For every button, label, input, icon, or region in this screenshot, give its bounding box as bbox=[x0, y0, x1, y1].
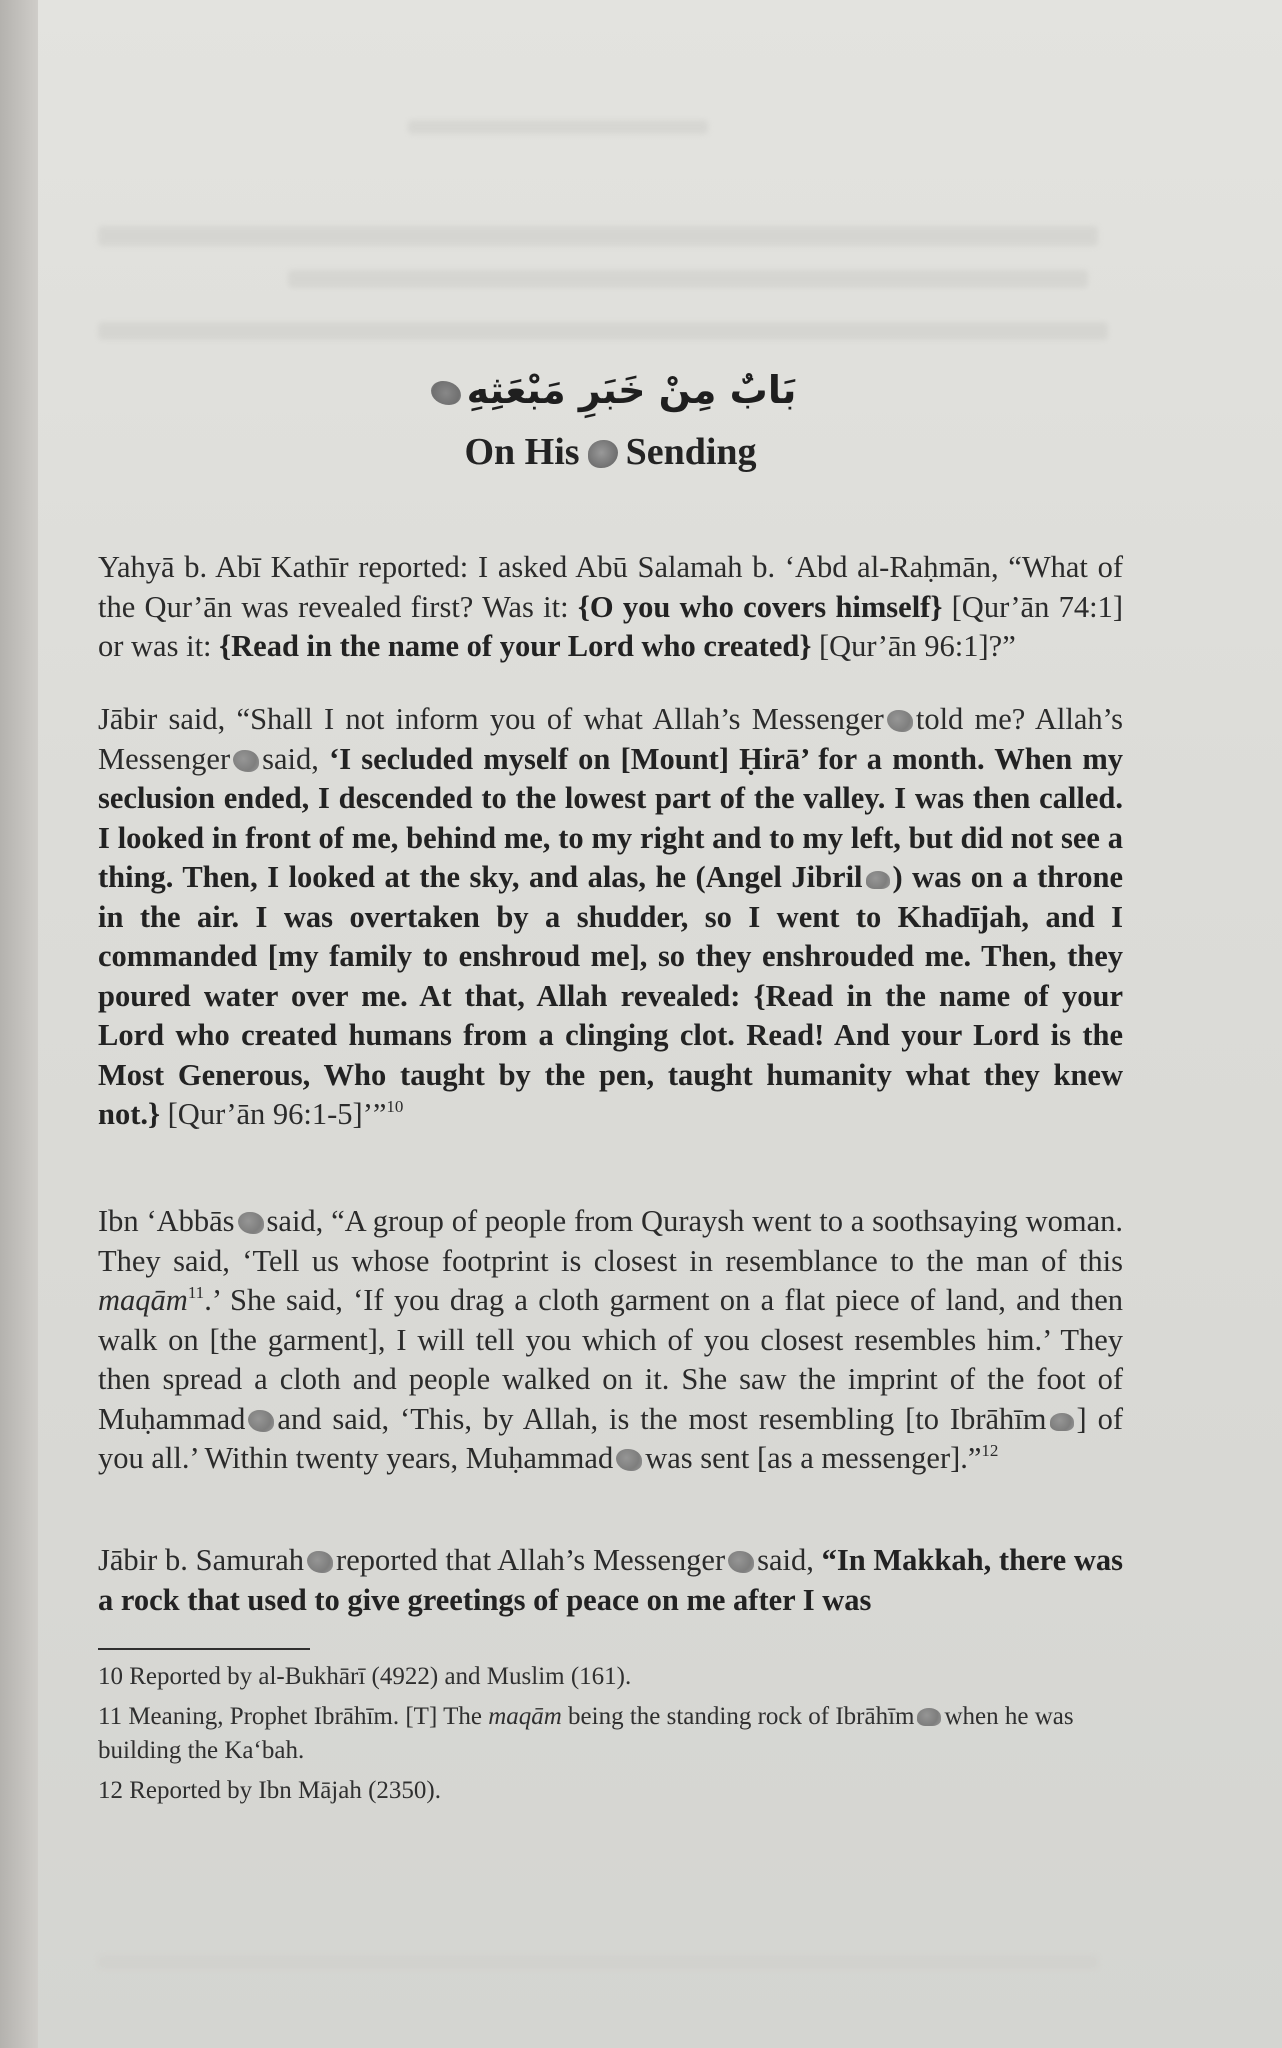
text-run: said, bbox=[757, 1543, 822, 1577]
bleed-through-line bbox=[98, 322, 1108, 340]
text-run: reported that Allah’s Messenger bbox=[336, 1543, 726, 1577]
salawat-ligature-icon bbox=[588, 440, 618, 468]
salawat-ligature-icon bbox=[431, 381, 461, 405]
footnote-12 bbox=[98, 1774, 1123, 1808]
bold-text: “In Makkah, there was a rock that used to give greetings of peace on me after I was bbox=[98, 1543, 1123, 1617]
text-run: and said, ‘This, by Allah, is the most resembling [to Ibrāhīm bbox=[277, 1401, 1047, 1436]
paragraph-jabir-samurah bbox=[98, 1541, 1123, 1620]
text-run: 11 Meaning, Prophet Ibrāhīm. [T] The bbox=[98, 1703, 489, 1730]
text-run: [Qur’ān 74:1] or was it: bbox=[98, 589, 1123, 663]
salawat-honorific-icon bbox=[233, 750, 259, 772]
text-run: [Qur’ān 96:1]?” bbox=[811, 629, 1016, 663]
text-run: .’ She said, ‘If you drag a cloth garment on a flat piece of land, and then walk on [the garment], I will tell you which of you closest resembles him.’ They then spread a cloth and people walked on it. She saw the imprint of the foot of Muḥammad bbox=[98, 1283, 1123, 1436]
text-run: when he was building the Ka‘bah. bbox=[98, 1703, 1074, 1764]
page-gutter bbox=[0, 0, 38, 2048]
bleed-through-header bbox=[408, 120, 708, 134]
text-run: said, bbox=[262, 741, 330, 776]
salawat-honorific-icon bbox=[307, 1551, 333, 1573]
salawat-honorific-icon bbox=[887, 710, 913, 732]
italic-term: maqām bbox=[98, 1283, 188, 1317]
bleed-through-line bbox=[98, 1955, 1098, 1969]
arabic-chapter-heading bbox=[98, 368, 1123, 412]
bleed-through-line bbox=[98, 226, 1098, 246]
text-run: being the standing rock of Ibrāhīm bbox=[561, 1703, 915, 1730]
salawat-honorific-icon bbox=[248, 1410, 274, 1432]
text-run: 12 Reported by Ibn Mājah (2350). bbox=[98, 1777, 441, 1804]
footnote-separator bbox=[98, 1648, 310, 1650]
text-run: Jābir b. Samurah bbox=[98, 1543, 305, 1577]
text-run: said, “A group of people from Quraysh went to a soothsaying woman. They said, ‘Tell us whose footprint is closest in resemblance to the man of this bbox=[98, 1204, 1124, 1278]
english-chapter-heading bbox=[98, 430, 1123, 474]
footnote-11 bbox=[98, 1700, 1123, 1768]
footnote-marker: 10 bbox=[386, 1097, 404, 1116]
text-run: 10 Reported by al-Bukhārī (4922) and Muslim (161). bbox=[98, 1663, 632, 1690]
text-run: Yahyā b. Abī Kathīr reported: I asked Abū Salamah b. ‘Abd al-Raḥmān, “What of the Qur’ān was revealed first? Was it: bbox=[98, 550, 1123, 624]
paragraph-yahya bbox=[98, 548, 1123, 667]
salawat-honorific-icon bbox=[238, 1212, 264, 1234]
paragraph-ibn-abbas bbox=[98, 1202, 1123, 1479]
text-run: Ibn ‘Abbās bbox=[98, 1204, 235, 1238]
text-run: [Qur’ān 96:1-5]’” bbox=[160, 1097, 387, 1131]
bold-text: {O you who covers himself} bbox=[577, 589, 943, 624]
arabic-heading-text: بَابٌ مِنْ خَبَرِ مَبْعَثِهِ bbox=[466, 368, 797, 412]
text-run: told me? Allah’s Messenger bbox=[98, 702, 1123, 776]
footnote-marker: 12 bbox=[981, 1441, 999, 1460]
paragraph-jabir-revelation bbox=[98, 700, 1123, 1135]
text-run: was sent [as a messenger].” bbox=[645, 1441, 982, 1475]
footnote-marker: 11 bbox=[187, 1283, 205, 1302]
text-run: Jābir said, “Shall I not inform you of what Allah’s Messenger bbox=[98, 702, 884, 736]
text-run: ] of you all.’ Within twenty years, Muḥammad bbox=[98, 1401, 1123, 1475]
alayhi-salam-honorific-icon bbox=[866, 871, 890, 889]
bold-text: ) was on a throne in the air. I was overtaken by a shudder, so I went to Khadījah, and I commanded [my family to enshroud me], so they enshrouded me. Then, they poured water over me. At that, Allah revealed: {Read in the name of your Lord who created humans from a clinging clot. Read! And your Lord is the Most Generous, Who taught by the pen, taught humanity what they knew not.} bbox=[98, 860, 1123, 1131]
heading-text-before: On His bbox=[464, 431, 580, 473]
heading-text-after: Sending bbox=[625, 431, 757, 473]
salawat-honorific-icon bbox=[728, 1551, 754, 1573]
bold-text: {Read in the name of your Lord who created} bbox=[219, 629, 812, 663]
bold-text: ‘I secluded myself on [Mount] Ḥirā’ for a month. When my seclusion ended, I descended to the lowest part of the valley. I was then called. I looked in front of me, behind me, to my right and to my left, but did not see a thing. Then, I looked at the sky, and alas, he (Angel Jibril bbox=[98, 741, 1123, 894]
footnote-10 bbox=[98, 1660, 1123, 1694]
bleed-through-line bbox=[288, 270, 1088, 288]
italic-term: maqām bbox=[488, 1703, 562, 1730]
alayhi-salam-honorific-icon bbox=[1050, 1413, 1074, 1431]
alayhi-salam-honorific-icon bbox=[917, 1708, 941, 1726]
salawat-honorific-icon bbox=[616, 1449, 642, 1471]
